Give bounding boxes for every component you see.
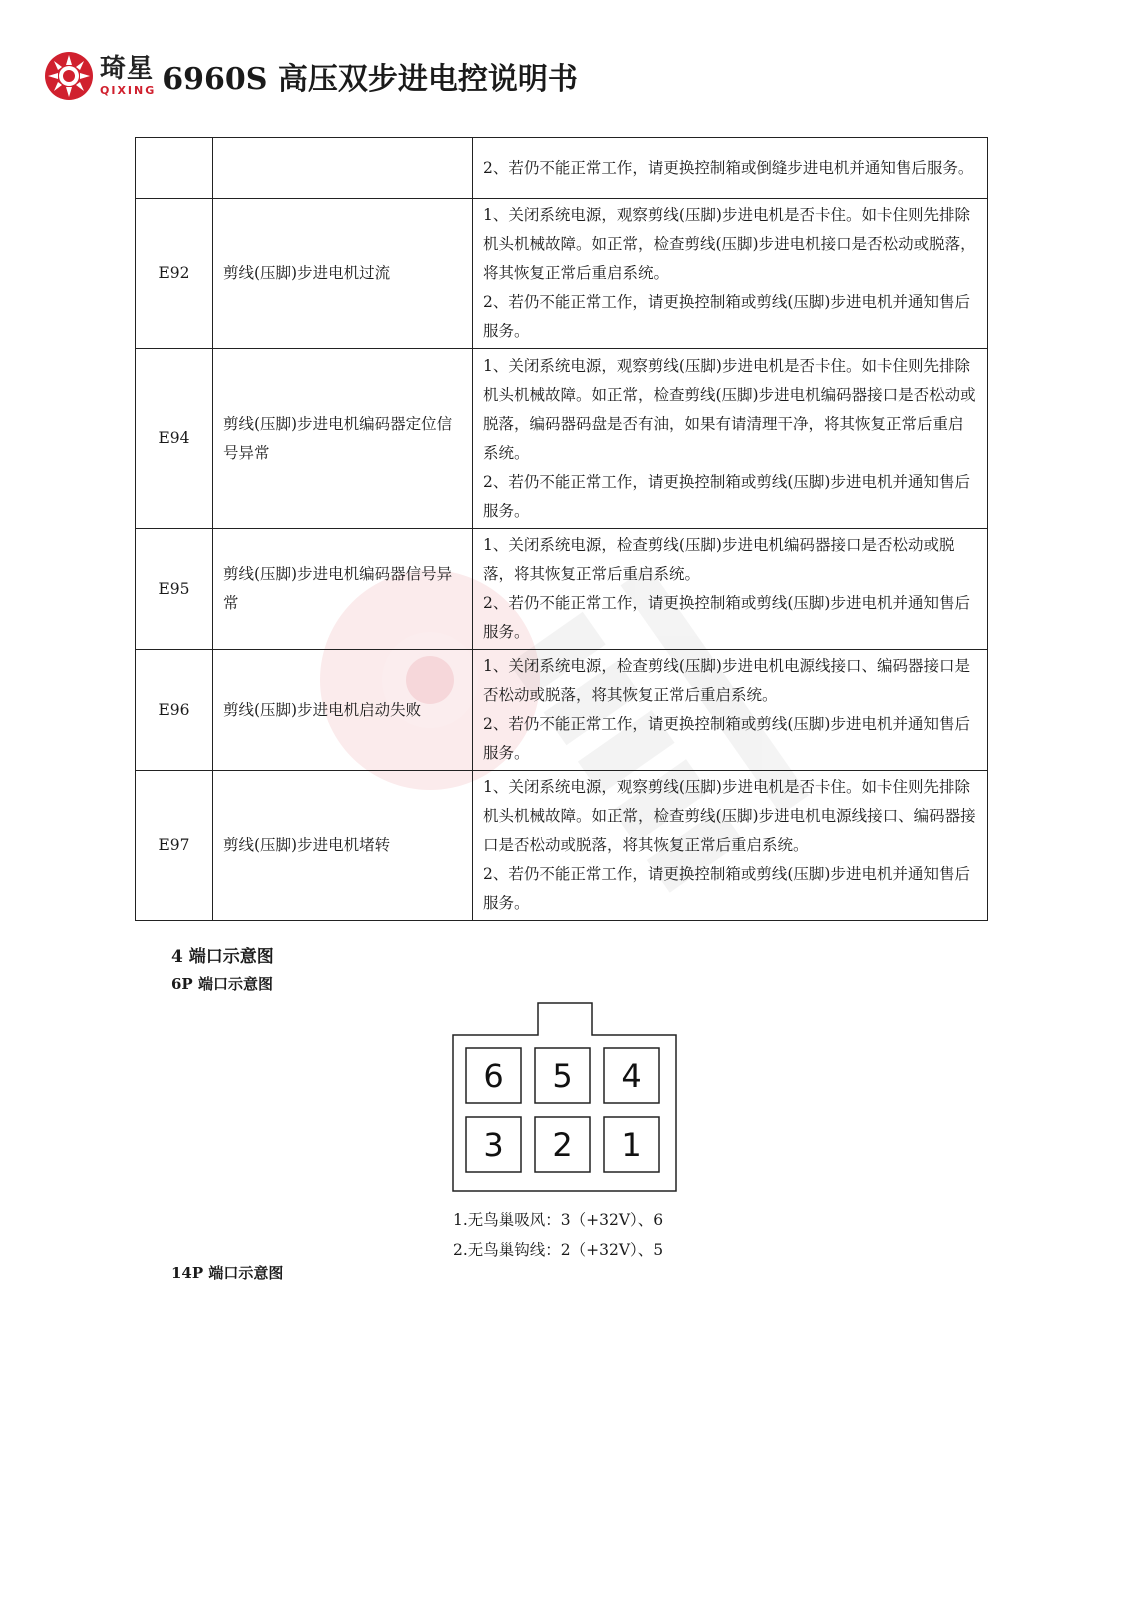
error-code-cell	[136, 138, 213, 199]
solution-step: 2、若仍不能正常工作，请更换控制箱或剪线(压脚)步进电机并通知售后服务。	[483, 594, 970, 641]
error-code-cell: E94	[136, 349, 213, 529]
solution-cell	[473, 650, 988, 771]
error-description-cell: 剪线(压脚)步进电机编码器定位信号异常	[213, 349, 473, 529]
error-description-cell: 剪线(压脚)步进电机启动失败	[213, 650, 473, 771]
solution-step: 2、若仍不能正常工作，请更换控制箱或倒缝步进电机并通知售后服务。	[483, 158, 974, 177]
solution-cell	[473, 138, 988, 199]
error-description-cell: 剪线(压脚)步进电机堵转	[213, 771, 473, 921]
error-code-cell: E97	[136, 771, 213, 921]
table-row	[136, 529, 988, 650]
logo-wordmark	[100, 56, 156, 96]
section-title: 4 端口示意图	[171, 947, 274, 967]
solution-cell	[473, 771, 988, 921]
6p-connector-diagram	[452, 1002, 677, 1192]
error-description-cell	[213, 138, 473, 199]
solution-step: 2、若仍不能正常工作，请更换控制箱或剪线(压脚)步进电机并通知售后服务。	[483, 293, 970, 340]
connector-pin-number: 4	[621, 1057, 642, 1095]
error-code-cell: E95	[136, 529, 213, 650]
solution-cell	[473, 199, 988, 349]
solution-step: 2、若仍不能正常工作，请更换控制箱或剪线(压脚)步进电机并通知售后服务。	[483, 715, 970, 762]
connector-pin-number: 5	[552, 1057, 573, 1095]
qixing-logo-icon	[44, 51, 94, 101]
page-header	[44, 48, 578, 104]
table-row	[136, 349, 988, 529]
document-title: 6960S 高压双步进电控说明书	[162, 62, 578, 97]
table-row	[136, 138, 988, 199]
table-row	[136, 199, 988, 349]
subsection-14p-title: 14P 端口示意图	[171, 1264, 284, 1282]
error-code-cell: E96	[136, 650, 213, 771]
logo-english-name: QIXING	[100, 84, 157, 97]
error-description-cell: 剪线(压脚)步进电机编码器信号异常	[213, 529, 473, 650]
solution-cell	[473, 349, 988, 529]
solution-step: 1、关闭系统电源，检查剪线(压脚)步进电机电源线接口、编码器接口是否松动或脱落，将其恢复正常后重启系统。	[483, 657, 970, 704]
solution-step: 1、关闭系统电源，观察剪线(压脚)步进电机是否卡住。如卡住则先排除机头机械故障。如正常，检查剪线(压脚)步进电机电源线接口、编码器接口是否松动或脱落，将其恢复正常后重启系统。	[483, 778, 976, 854]
connector-pin-number: 6	[483, 1057, 504, 1095]
solution-step: 1、关闭系统电源，观察剪线(压脚)步进电机是否卡住。如卡住则先排除机头机械故障。如正常，检查剪线(压脚)步进电机接口是否松动或脱落，将其恢复正常后重启系统。	[483, 206, 976, 282]
connector-pin-number: 3	[483, 1126, 504, 1164]
connector-note-2: 2.无鸟巢钩线：2（+32V）、5	[453, 1241, 664, 1259]
connector-pin-number: 1	[621, 1126, 642, 1164]
solution-step: 2、若仍不能正常工作，请更换控制箱或剪线(压脚)步进电机并通知售后服务。	[483, 865, 970, 912]
error-code-cell: E92	[136, 199, 213, 349]
error-code-table	[135, 137, 988, 921]
solution-step: 1、关闭系统电源，观察剪线(压脚)步进电机是否卡住。如卡住则先排除机头机械故障。如正常，检查剪线(压脚)步进电机编码器接口是否松动或脱落，编码器码盘是否有油，如果有请清理干净，将其恢复正常后重启系统。	[483, 356, 976, 462]
solution-step: 1、关闭系统电源，检查剪线(压脚)步进电机编码器接口是否松动或脱落，将其恢复正常后重启系统。	[483, 536, 955, 583]
subsection-6p-title: 6P 端口示意图	[171, 975, 273, 993]
connector-note-1: 1.无鸟巢吸风：3（+32V）、6	[453, 1211, 664, 1229]
table-row	[136, 650, 988, 771]
table-row	[136, 771, 988, 921]
connector-pin-number: 2	[552, 1126, 573, 1164]
solution-step: 2、若仍不能正常工作，请更换控制箱或剪线(压脚)步进电机并通知售后服务。	[483, 472, 970, 520]
error-description-cell: 剪线(压脚)步进电机过流	[213, 199, 473, 349]
solution-cell	[473, 529, 988, 650]
logo-chinese-name: 琦星	[100, 54, 155, 84]
